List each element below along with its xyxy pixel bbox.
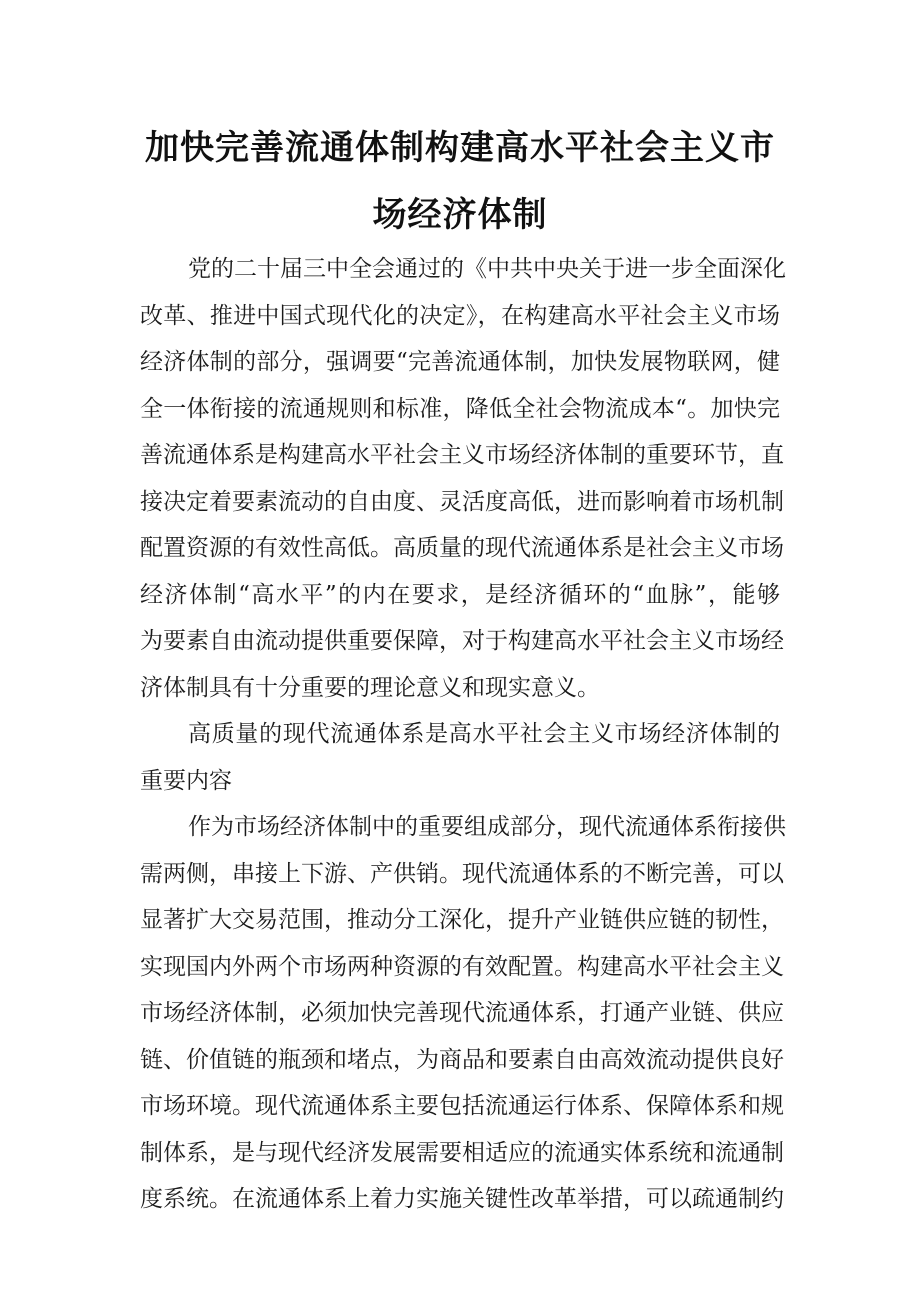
paragraph-1-line: 全一体衔接的流通规则和标准，降低全社会物流成本“。加快完	[140, 396, 780, 422]
paragraph-2-line: 显著扩大交易范围，推动分工深化，提升产业链供应链的韧性，	[140, 907, 784, 933]
paragraph-2-line: 实现国内外两个市场两种资源的有效配置。构建高水平社会主义	[140, 954, 784, 980]
paragraph-1-line: 经济体制的部分，强调要“完善流通体制，加快发展物联网，健	[140, 349, 780, 375]
paragraph-1-line: 改革、推进中国式现代化的决定》，在构建高水平社会主义市场	[140, 303, 780, 329]
paragraph-1-line: 善流通体系是构建高水平社会主义市场经济体制的重要环节，直	[140, 442, 784, 468]
paragraph-2-line: 链、价值链的瓶颈和堵点，为商品和要素自由高效流动提供良好	[140, 1047, 784, 1073]
paragraph-1-line: 接决定着要素流动的自由度、灵活度高低，进而影响着市场机制	[140, 489, 784, 515]
section-heading-line: 高质量的现代流通体系是高水平社会主义市场经济体制的	[188, 721, 780, 747]
paragraph-1-line: 经济体制“高水平”的内在要求，是经济循环的“血脉”，能够	[140, 582, 780, 608]
section-heading-line: 重要内容	[140, 768, 232, 794]
paragraph-2-line: 市场环境。现代流通体系主要包括流通运行体系、保障体系和规	[140, 1093, 784, 1119]
paragraph-2-line: 市场经济体制，必须加快完善现代流通体系，打通产业链、供应	[140, 1000, 784, 1026]
document-title-line-1: 加快完善流通体制构建高水平社会主义市	[145, 128, 775, 168]
paragraph-1-line: 为要素自由流动提供重要保障，对于构建高水平社会主义市场经	[140, 628, 784, 654]
paragraph-1-line: 配置资源的有效性高低。高质量的现代流通体系是社会主义市场	[140, 535, 784, 561]
paragraph-1-line: 济体制具有十分重要的理论意义和现实意义。	[140, 675, 600, 701]
paragraph-2-line: 制体系，是与现代经济发展需要相适应的流通实体系统和流通制	[140, 1140, 784, 1166]
paragraph-1-line: 党的二十届三中全会通过的《中共中央关于进一步全面深化	[188, 256, 786, 282]
document-title-line-2: 场经济体制	[372, 195, 548, 235]
paragraph-2-line: 度系统。在流通体系上着力实施关键性改革举措，可以疏通制约	[140, 1186, 784, 1212]
paragraph-2-line: 作为市场经济体制中的重要组成部分，现代流通体系衔接供	[188, 814, 786, 840]
paragraph-2-line: 需两侧，串接上下游、产供销。现代流通体系的不断完善，可以	[140, 861, 784, 887]
